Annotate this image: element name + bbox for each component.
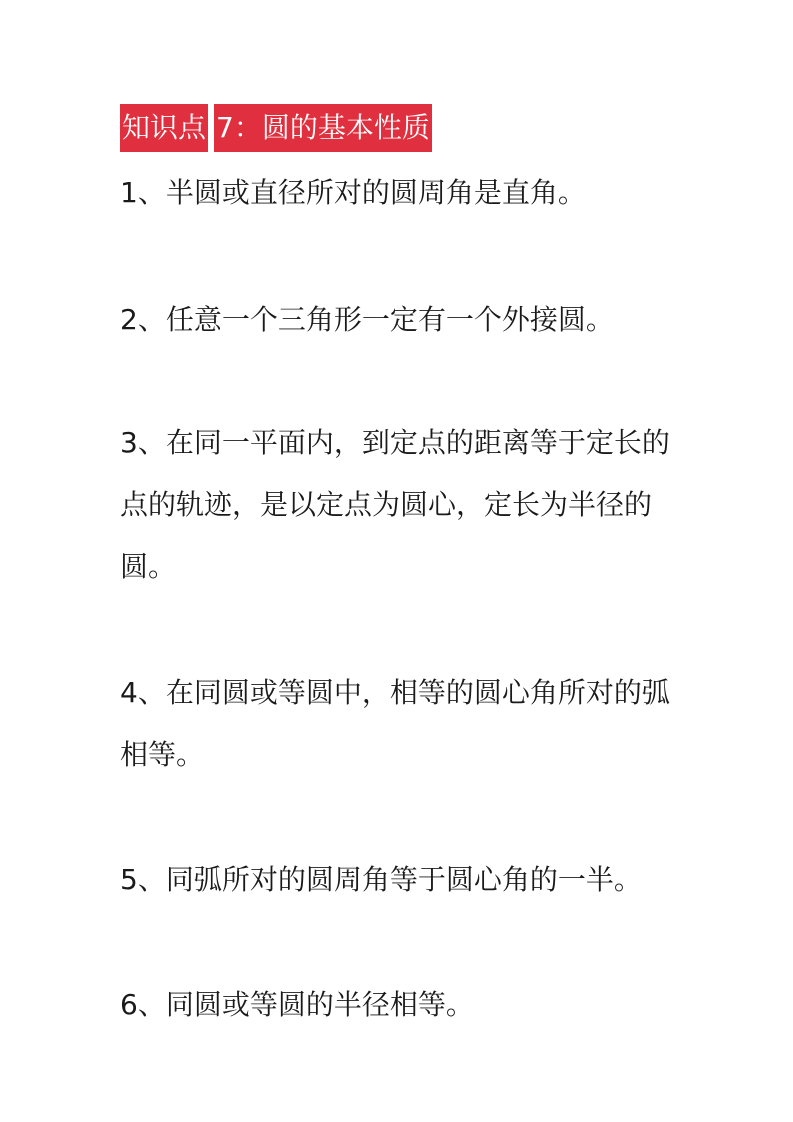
heading-title: 7：圆的基本性质 <box>214 104 432 152</box>
section-heading <box>120 104 432 152</box>
knowledge-item-2: 2、任意一个三角形一定有一个外接圆。 <box>120 303 614 336</box>
knowledge-item-6: 6、同圆或等圆的半径相等。 <box>120 988 474 1021</box>
heading-label: 知识点 <box>120 104 208 152</box>
knowledge-item-5: 5、同弧所对的圆周角等于圆心角的一半。 <box>120 863 642 896</box>
knowledge-item-3: 3、在同一平面内，到定点的距离等于定长的点的轨迹，是以定点为圆心，定长为半径的圆。 <box>120 426 670 583</box>
knowledge-item-4: 4、在同圆或等圆中，相等的圆心角所对的弧相等。 <box>120 676 670 771</box>
knowledge-item-1: 1、半圆或直径所对的圆周角是直角。 <box>120 176 586 209</box>
